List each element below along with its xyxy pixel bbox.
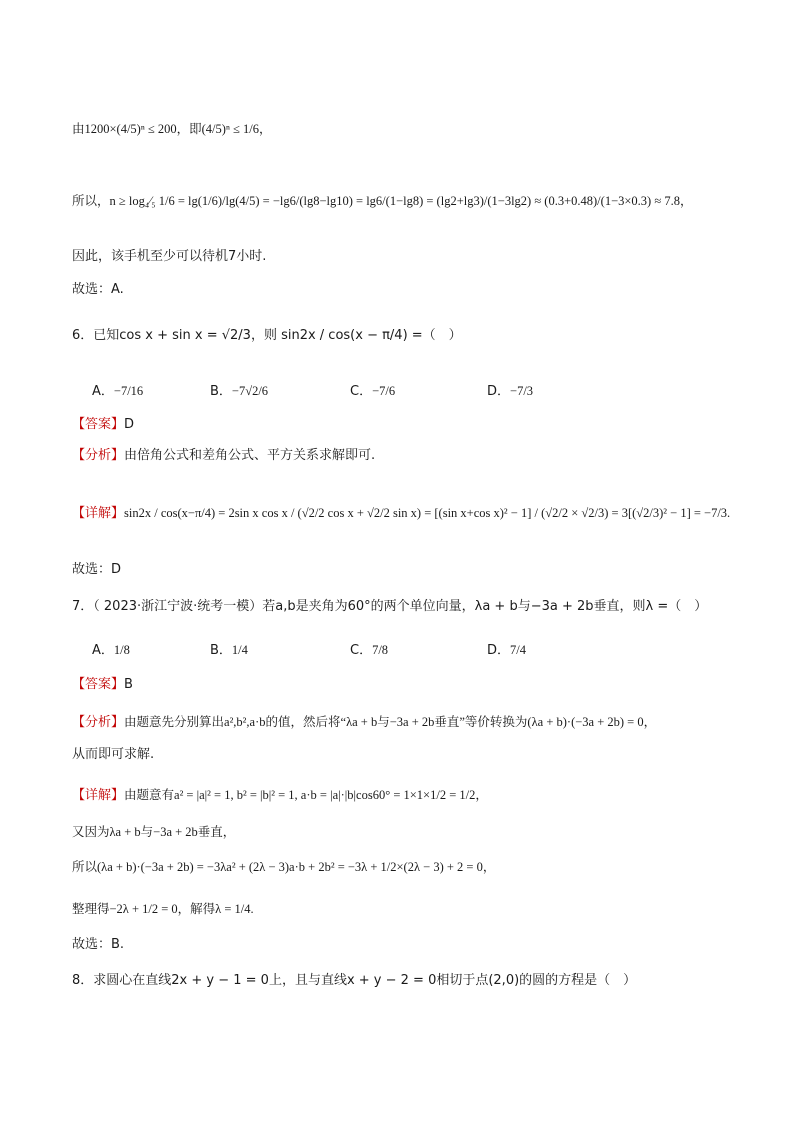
q7-detail-line-3: 所以(λa + b)·(−3a + 2b) = −3λa² + (2λ − 3)a·b + 2b² = −3λ + 1/2×(2λ − 3) + 2 = 0，: [72, 860, 496, 874]
q6-answer: 【答案】D: [72, 417, 135, 432]
question-8: 8．求圆心在直线2x + y − 1 = 0上，且与直线x + y − 2 = 0相切于点(2,0)的圆的方程是（ ）: [72, 973, 637, 988]
conclusion-line: 因此，该手机至少可以待机7小时.: [72, 249, 267, 264]
analysis-tag: 【分析】: [72, 715, 125, 730]
q7-choose-line: 故选：B.: [72, 937, 125, 952]
q6-choose-line: 故选：D: [72, 562, 122, 577]
derivation-line-1: 由1200×(4/5)ⁿ ≤ 200，即(4/5)ⁿ ≤ 1/6，: [72, 122, 272, 136]
q6-analysis: 【分析】由倍角公式和差角公式、平方关系求解即可.: [72, 448, 376, 463]
q6-option-d: D．−7/3: [487, 384, 534, 399]
detail-tag: 【详解】: [72, 506, 125, 521]
q7-option-a: A．1/8: [92, 643, 130, 658]
q6-detail: 【详解】sin2x / cos(x−π/4) = 2sin x cos x / (√2/2 cos x + √2/2 sin x) = [(sin x+cos x)² − 1] / (√2/2 × √2/3) = 3[(√2/3)² − 1] = −7/3.: [72, 506, 731, 521]
question-7: 7．（ 2023·浙江宁波·统考一模）若a,b是夹角为60°的两个单位向量，λa + b与−3a + 2b垂直，则λ =（ ）: [72, 599, 708, 614]
q7-analysis-cont: 从而即可求解.: [72, 747, 155, 762]
q7-analysis: 【分析】由题意先分别算出a²,b²,a·b的值，然后将“λa + b与−3a + 2b垂直”等价转换为(λa + b)·(−3a + 2b) = 0，: [72, 715, 657, 730]
derivation-line-2: 所以，n ≥ log₄⁄₅ 1/6 = lg(1/6)/lg(4/5) = −lg6/(lg8−lg10) = lg6/(1−lg8) = (lg2+lg3)/(1−3lg2) ≈ (0.3+0.48)/(1−3×0.3) ≈ 7.8，: [72, 194, 693, 208]
q5-choose-line: 故选：A.: [72, 282, 124, 297]
q7-answer: 【答案】B: [72, 677, 133, 692]
q7-detail: 【详解】由题意有a² = |a|² = 1, b² = |b|² = 1, a·b = |a|·|b|cos60° = 1×1×1/2 = 1/2，: [72, 788, 488, 803]
detail-tag: 【详解】: [72, 788, 125, 803]
q7-option-b: B．1/4: [210, 643, 248, 658]
answer-tag: 【答案】: [72, 417, 125, 432]
answer-tag: 【答案】: [72, 677, 125, 692]
q7-detail-line-2: 又因为λa + b与−3a + 2b垂直，: [72, 825, 236, 839]
q7-option-c: C．7/8: [350, 643, 389, 658]
q6-option-c: C．−7/6: [350, 384, 396, 399]
q6-option-b: B．−7√2/6: [210, 384, 269, 399]
question-6: 6．已知cos x + sin x = √2/3，则 sin2x / cos(x − π/4) =（ ）: [72, 328, 462, 343]
q7-detail-line-4: 整理得−2λ + 1/2 = 0，解得λ = 1/4.: [72, 902, 254, 916]
q7-option-d: D．7/4: [487, 643, 526, 658]
analysis-tag: 【分析】: [72, 448, 125, 463]
q6-option-a: A．−7/16: [92, 384, 144, 399]
